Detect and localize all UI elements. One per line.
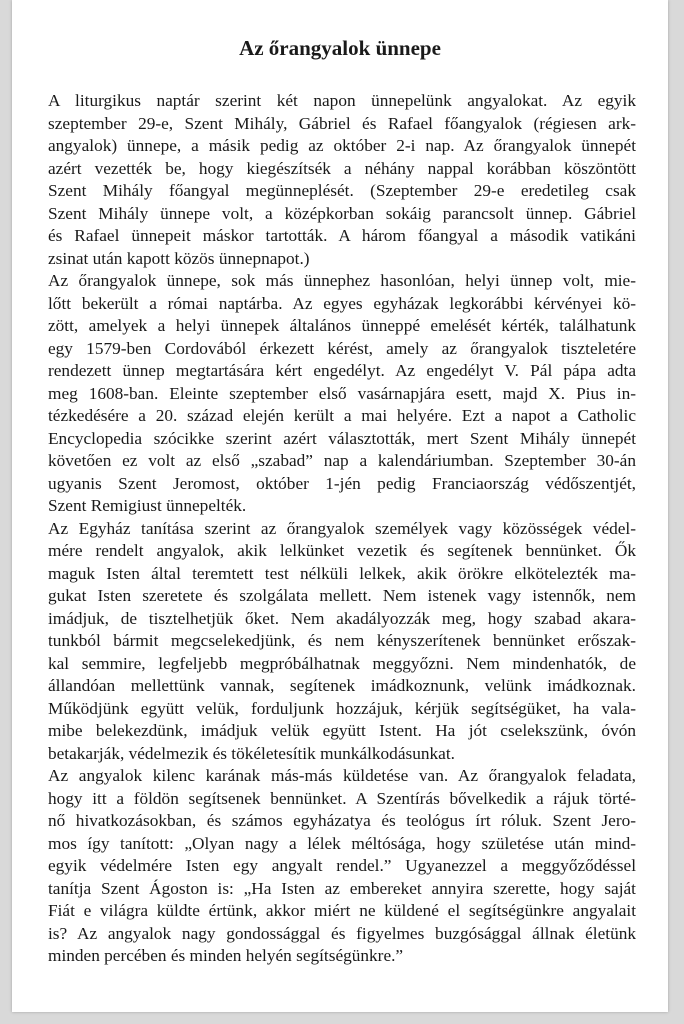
body-line: követően ez volt az első „szabad” nap a kalendáriumban. Szeptember 30-án: [48, 451, 636, 470]
body-line: szeptember 29-e, Szent Mihály, Gábriel és Rafael főangyalok (régiesen ark-: [48, 113, 636, 133]
body-line: A liturgikus naptár szerint két napon ünnepelünk angyalokat. Az egyik: [48, 91, 636, 110]
body-line: Az Egyház tanítása szerint az őrangyalok személyek vagy közösségek védel-: [48, 518, 636, 538]
body-line: hogy itt a földön segítsenek bennünket. A Szentírás bővelkedik a rájuk törté-: [48, 788, 636, 808]
body-line: maguk Isten által teremtett test nélküli lelkek, akik örökre elkötelezték ma-: [48, 563, 636, 583]
body-line: Szent Remigiust ünnepelték.: [48, 496, 247, 515]
body-line: gukat Isten szeretete és szolgálata mellett. Nem istenek vagy istennők, nem: [48, 586, 636, 605]
body-line: egy 1579-ben Cordovából érkezett kérést, amely az őrangyalok tiszteletére: [48, 338, 636, 358]
body-line: tézkedésére a 20. század elején került a mai helyére. Ezt a napot a Catholic: [48, 406, 636, 425]
body-line: Szent Mihály főangyal megünneplését. (Szeptember 29-e eredetileg csak: [48, 181, 636, 200]
body-line: tanítja Szent Ágoston is: „Ha Isten az embereket annyira szerette, hogy saját: [48, 878, 636, 898]
body-line: meg 1608-ban. Eleinte szeptember első vasárnapjára esett, majd X. Pius in-: [48, 383, 636, 403]
body-line: zsinat után kapott közös ünnepnapot.): [48, 248, 310, 268]
body-line: egyik védelmére Isten egy angyalt rendel.” Ugyanezzel a meggyőződéssel: [48, 856, 636, 875]
body-line: kal semmire, legfeljebb megpróbálhatnak meggyőzni. Nem mindenhatók, de: [48, 653, 636, 673]
body-line: minden percében és minden helyén segítségünkre.”: [48, 946, 404, 965]
body-line: Fiát e világra küldte értünk, akkor miért ne küldené el segítségünkre angyalait: [48, 901, 636, 920]
body-line: Szent Mihály ünnepe volt, a középkorban sokáig parancsolt ünnep. Gábriel: [48, 203, 636, 223]
body-line: és Rafael ünnepeit máskor tartották. A három főangyal a második vatikáni: [48, 226, 636, 245]
body-line: állandóan mellettünk vannak, segítenek imádkoznunk, velünk imádkoznak.: [48, 676, 636, 695]
body-line: Encyclopedia szócikke szerint azért választották, mert Szent Mihály ünnepét: [48, 428, 636, 448]
body-line: imádjuk, de tisztelhetjük őket. Nem akadályozzák meg, hogy szabad akara-: [48, 608, 636, 628]
body-line: ugyanis Szent Jeromost, október 1-jén pedig Franciaország védőszentjét,: [48, 473, 636, 493]
body-line: tunkból bármit megcselekedjünk, és nem kényszerítenek bennünket erőszak-: [48, 631, 636, 650]
body-line: azért vezették be, hogy kiegészítsék a néhány nappal korábban köszöntött: [48, 158, 636, 178]
body-line: Az őrangyalok ünnepe, sok más ünnephez hasonlóan, helyi ünnep volt, mie-: [48, 271, 636, 290]
body-line: lőtt bekerült a római naptárba. Az egyes egyházak legkorábbi kérvényei kö-: [48, 293, 636, 313]
body-line: zött, amelyek a helyi ünnepek általános ünneppé emelését kérték, találhatunk: [48, 316, 636, 335]
body-line: angyalok) ünnepe, a másik pedig az október 2-i nap. Az őrangyalok ünnepét: [48, 136, 636, 155]
body-line: rendezett ünnep megtartására kért engedélyt. Az engedélyt V. Pál pápa adta: [48, 361, 636, 380]
body-line: mibe belekezdünk, imádjuk velük együtt Istent. Ha jót cselekszünk, óvón: [48, 721, 636, 740]
body-line: Az angyalok kilenc karának más-más küldetése van. Az őrangyalok feladata,: [48, 766, 636, 785]
document-title: Az őrangyalok ünnepe: [239, 36, 441, 60]
body-line: mére rendelt angyalok, akik lelkünket vezetik és segítenek bennünket. Ők: [48, 541, 636, 560]
document-body: [48, 90, 636, 968]
body-line: nő hivatkozásokban, és számos egyházatya és teológus írt róluk. Szent Jero-: [48, 811, 636, 830]
document-page: [12, 0, 668, 1012]
body-line: is? Az angyalok nagy gondossággal és figyelmes buzgósággal állnak életünk: [48, 923, 636, 943]
body-line: mos így tanított: „Olyan nagy a lélek méltósága, hogy születése után mind-: [48, 833, 636, 853]
body-line: betakarják, védelmezik és tökéletesítik munkálkodásunkat.: [48, 743, 455, 763]
body-line: Működjünk együtt velük, forduljunk hozzájuk, kérjük segítségüket, ha vala-: [48, 698, 636, 718]
